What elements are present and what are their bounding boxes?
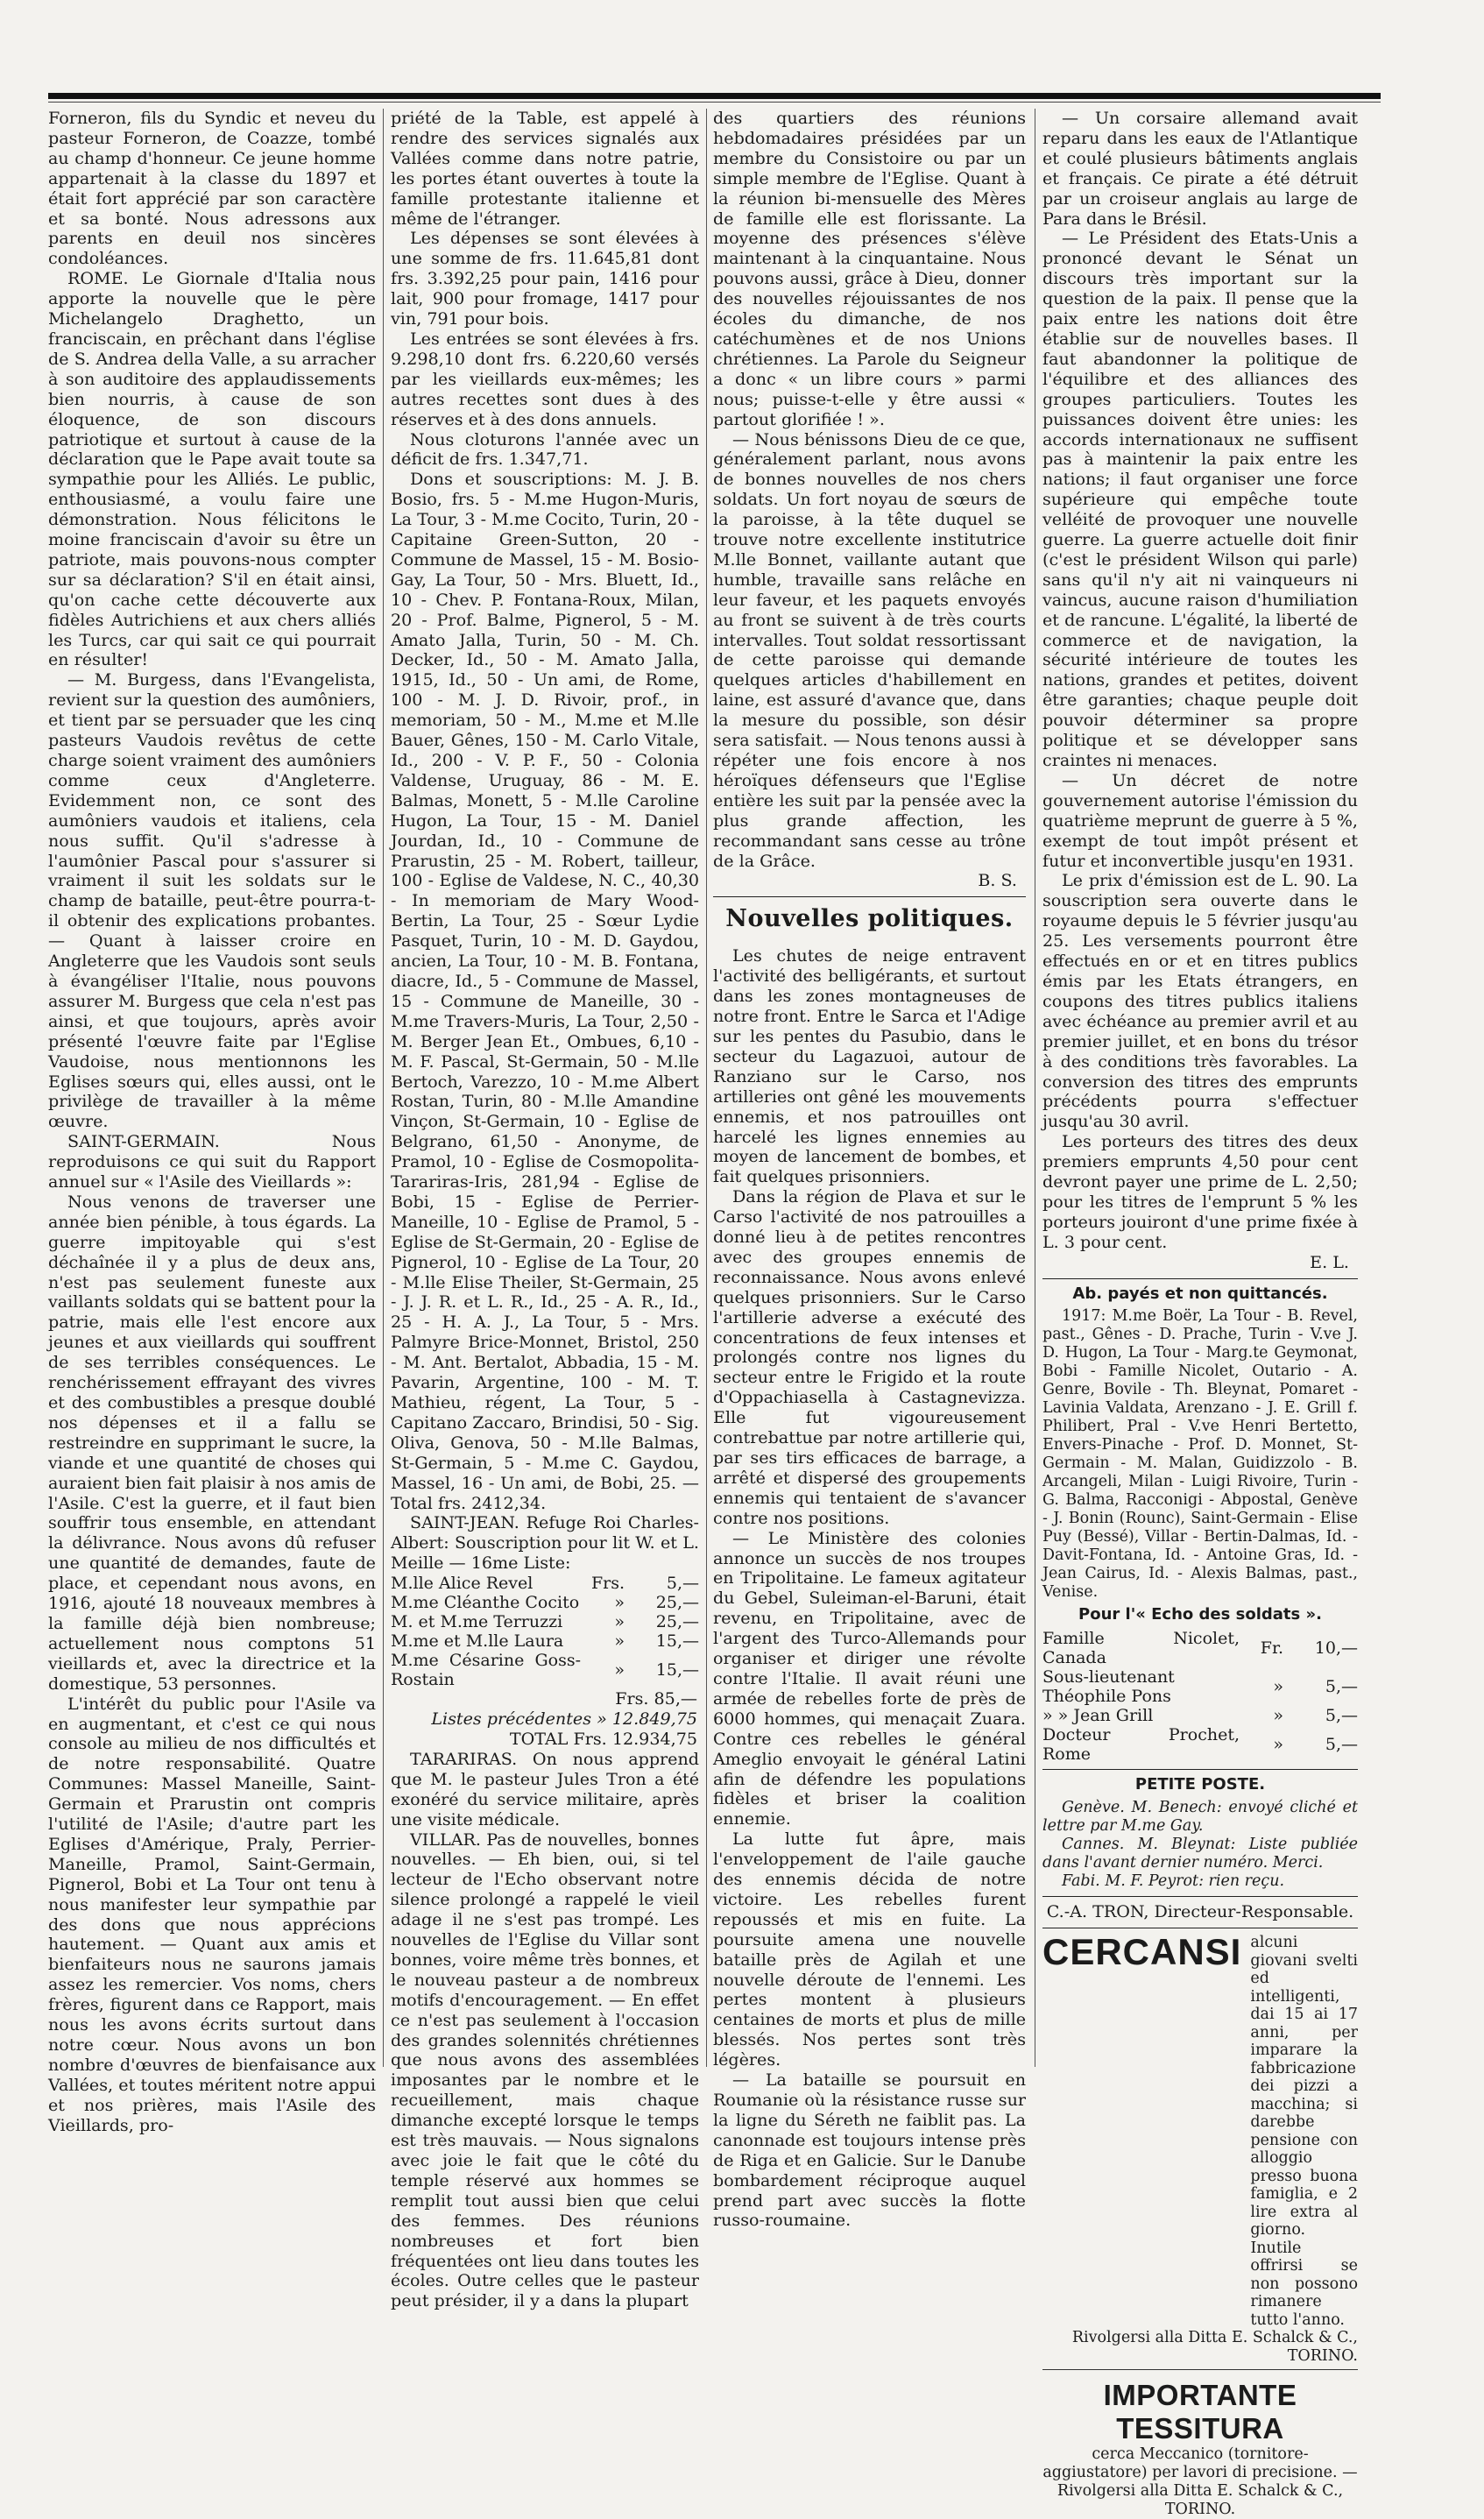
column-3 (713, 108, 1026, 2231)
table-row (391, 1651, 699, 1689)
ad-headline: IMPORTANTE TESSITURA (1103, 2379, 1297, 2445)
table-row (1042, 1629, 1358, 1667)
previous-lists: Listes précédentes » 12.849,75 (431, 1709, 697, 1730)
row-name: Sous-lieutenant Théophile Pons (1042, 1667, 1175, 1707)
column-1 (48, 108, 376, 2135)
row-name: M.me Cléanthe Cocito (391, 1593, 580, 1613)
article-paragraph: — Un décret de notre gouvernement autorise l'émission du quatrième meprunt de guerre à 5 %, exempt de tout impôt présent et futur et inconvertible jusqu'en 1931. (1042, 769, 1358, 871)
row-amount: 10,— (1314, 1638, 1358, 1659)
row-amount: 25,— (655, 1593, 699, 1613)
director-line: C.-A. TRON, Directeur-Responsable. (1046, 1901, 1354, 1922)
article-paragraph: Les dépenses se sont élevées à une somme de frs. 11.645,81 dont frs. 3.392,25 pour pain, 1416 pour lait, 900 pour fromage, 1417 pour vin, 791 pour bois. (391, 228, 699, 329)
ad-contact: Rivolgersi alla Ditta E. Schalck & C., TORINO. (1071, 2329, 1358, 2366)
article-paragraph: L'intérêt du public pour l'Asile va en augmentant, et c'est ce qui nous console au milieu de nos difficultés et de notre responsabilité. Quatre Communes: Massel Maneille, Saint-Germain et Prarustin ont compris l'utilité de l'Asile; d'autre part les Eglises d'Amérique, Praly, Perrier-Maneille, Pramol, Saint-Germain, Pignerol, Bobi et La Tour ont tenu à nous manifester leur sympathie par des dons que nous apprécions hautement. — Quant aux amis et bienfaiteurs nous ne saurons jamais assez les remercier. Vos noms, chers frères, figurent dans ce Rapport, mais nous les avons écrits surtout dans notre cœur. Nous avons un bon nombre d'œuvres de bienfaisance aux Vallées, et toutes méritent notre appui et nos prières, mais l'Asile des Vieillards, pro- (48, 1693, 376, 2135)
poste-item: Genève. M. Benech: envoyé cliché et lettre par M.me Gay. (1042, 1799, 1358, 1836)
table-row (391, 1631, 699, 1651)
donations-list: Dons et souscriptions: M. J. B. Bosio, frs. 5 - M.me Hugon-Muris, La Tour, 3 - M.me Cocito, Turin, 20 - Capitaine Green-Sutton, 20 - Commune de Massel, 15 - M. Bosio-Gay, La Tour, 50 - Mrs. Bluett, Id., 10 - Chev. P. Fontana-Roux, Milan, 20 - Prof. Balme, Pignerol, 5 - M. Amato Jalla, Turin, 50 - M. Ch. Decker, Id., 50 - M. Amato Jalla, 1915, Id., 50 - Un ami, de Rome, 100 - M. J. D. Rivoir, prof., in memoriam, 50 - M., M.me et M.lle Bauer, Gênes, 150 - M. Carlo Vitale, Id., 200 - V. P. F., 50 - Colonia Valdense, Uruguay, 86 - M. E. Balmas, Monett, 5 - M.lle Caroline Hugon, La Tour, 15 - M. Daniel Jourdan, Id., 10 - Commune de Prarustin, 25 - M. Robert, tailleur, 100 - Eglise de Valdese, N. C., 40,30 - In memoriam de Mary Wood-Bertin, La Tour, 25 - Sœur Lydie Pasquet, Turin, 10 - M. D. Gaydou, ancien, La Tour, 10 - M. B. Fontana, diacre, Id., 5 - Commune de Massel, 15 - Commune de Maneille, 30 - M.me Travers-Muris, La Tour, 2,50 - M. Berger Jean Et., Ombues, 6,10 - M. F. Pascal, St-Germain, 50 - M.lle Bertoch, Varezzo, 10 - M.me Albert Rostan, Turin, 80 - M.lle Amandine Vinçon, St-Germain, 10 - Eglise de Belgrano, 61,50 - Anonyme, de Pramol, 10 - Eglise de Cosmopolita-Tarariras-Iris, 281,94 - Eglise de Bobi, 15 - Eglise de Perrier-Maneille, 10 - Eglise de Pramol, 5 - Eglise de St-Germain, 20 - Eglise de Pignerol, 10 - Eglise de La Tour, 20 - M.lle Elise Theiler, St-Germain, 25 - J. J. R. et L. R., Id., 25 - A. R., Id., 25 - H. A. J., La Tour, 5 - Mrs. Palmyre Brice-Monnet, Bristol, 250 - M. Ant. Bertalot, Abbadia, 15 - M. Pavarin, Argentine, 100 - M. T. Mathieu, régent, La Tour, 5 - Capitano Zaccaro, Brindisi, 50 - Sig. Oliva, Genova, 50 - M.lle Balmas, St-Germain, 5 - M.me C. Gaydou, Massel, 16 - Un ami, de Bobi, 25. — Total frs. 2412,34. (391, 469, 699, 1513)
article-paragraph: TARARIRAS. On nous apprend que M. le pasteur Jules Tron a été exonéré du service militaire, après une visite médicale. (391, 1748, 699, 1829)
table-row (1042, 1667, 1358, 1706)
section-divider (1042, 1278, 1358, 1279)
section-divider (1042, 1896, 1358, 1897)
row-currency: Frs. (590, 1574, 625, 1594)
article-paragraph: SAINT-GERMAIN. Nous reproduisons ce qui suit du Rapport annuel sur « l'Asile des Vieillards »: (48, 1131, 376, 1192)
table-row (1042, 1725, 1358, 1764)
article-paragraph: priété de la Table, est appelé à rendre des services signalés aux Vallées comme dans notre patrie, les portes étant ouvertes à toute la famille protestante italienne et même de l'étranger. (391, 108, 699, 229)
section-heading: Nouvelles politiques. (725, 905, 1014, 933)
subscriptions-title: Ab. payés et non quittancés. (1072, 1284, 1328, 1303)
column-divider (383, 109, 384, 2067)
row-currency: » (614, 1631, 625, 1652)
row-currency: » (614, 1612, 625, 1632)
ad-headline: CERCANSI (1042, 1931, 1242, 1973)
echo-table (1042, 1629, 1358, 1764)
row-name: M.me et M.lle Laura (391, 1631, 564, 1652)
signature (713, 871, 1026, 891)
cercansi-ad (1042, 1931, 1358, 2329)
section-divider (713, 896, 1026, 897)
row-amount: 5,— (1325, 1706, 1358, 1726)
row-currency: » (1273, 1677, 1283, 1697)
article-paragraph: ROME. Le Giornale d'Italia nous apporte la nouvelle que le père Michelangelo Draghetto, un franciscain, en prêchant dans l'église de S. Andrea della Valle, a su arracher à son auditoire des applaudissements bien nourris, à cause de son éloquence, de son discours patriotique et surtout à cause de la déclaration que le Pape avait toute sa sympathie pour les Alliés. Le public, enthousiasmé, a voulu faire une démonstration. Nous félicitons le moine franciscain d'avoir su être un patriote, mais pouvons-nous compter sur sa déclaration? S'il en était ainsi, qu'on cache cette découverte aux fidèles Autrichiens et aux chers alliés les Turcs, car qui sait ce qui pourrait en résulter! (48, 268, 376, 670)
row-currency: » (614, 1660, 625, 1681)
article-paragraph: des quartiers des réunions hebdomadaires présidées par un membre du Consistoire ou par un simple membre de l'Eglise. Quant à la réunion bi-mensuelle des Mères de famille elle est florissante. La moyenne des présences s'élève maintenant à la cinquantaine. Nous pouvons aussi, grâce à Dieu, donner des nouvelles réjouissantes de nos écoles du dimanche, de nos catéchumènes et de nos Unions chrétiennes. La Parole du Seigneur a donc « un libre cours » parmi nous; puisse-t-elle y être aussi « partout glorifiée ! ». (713, 108, 1026, 429)
article-paragraph: — Le Président des Etats-Unis a prononcé devant le Sénat un discours très important sur la question de la paix. Il pense que la paix entre les nations doit être établie sur de nouvelles bases. Il faut abandonner la politique de l'équilibre et des alliances des groupes particuliers. Toutes les puissances doivent être unies: les accords internationaux ne suffisent pas à maintenir la paix entre les nations; il faut organiser une force supérieure qui empêche toute velléité de provoquer une nouvelle guerre. La guerre actuelle doit finir (c'est le président Wilson qui parle) sans qu'il n'y ait ni vainqueurs ni vaincus, aucune raison d'humiliation et de rancune. L'égalité, la liberté de commerce et de navigation, la sécurité intérieure de toutes les nations, grandes et petites, doivent être garanties; chaque peuple doit pouvoir déterminer sa propre politique et se développer sans craintes ni menaces. (1042, 228, 1358, 770)
article-paragraph: — Nous bénissons Dieu de ce que, généralement parlant, nous avons de bonnes nouvelles de nos chers soldats. Un fort noyau de sœurs de la paroisse, à la tête duquel se trouve notre excellente institutrice M.lle Bonnet, vaillante autant que humble, travaille sans relâche en leur faveur, et les paquets envoyés au front se suivent à de très courts intervalles. Tout soldat ressortissant de cette paroisse qui demande quelques articles d'habillement en laine, est assuré d'avance que, dans la mesure du possible, son désir sera satisfait. — Nous tenons aussi à répéter une fois encore à nos héroïques défenseurs que l'Eglise entière les suit par la pensée avec la plus grande affection, les recommandant sans cesse au trône de la Grâce. (713, 428, 1026, 871)
row-amount: 15,— (655, 1660, 699, 1681)
section-divider (1042, 2369, 1358, 2370)
article-paragraph: Dans la région de Plava et sur le Carso l'activité de nos patrouilles a donné lieu à de petites rencontres avec des groupes ennemis de reconnaissance. Nous avons enlevé quelques prisonniers. Sur le Carso l'artillerie adverse a exécuté des concentrations de feux intenses et prolongés contre nos lignes du secteur entre le Frigido et la route d'Oppachiasella à Castagnevizza. Elle fut vigoureusement contrebattue par notre artillerie qui, par ses tirs efficaces de barrage, a arrêté et dispersé des groupements ennemis qui tentaient de s'avancer contre nos positions. (713, 1186, 1026, 1528)
column-2 (391, 108, 699, 2311)
section-divider (1042, 1769, 1358, 1770)
grand-total: TOTAL Frs. 12.934,75 (509, 1728, 697, 1749)
row-currency: Fr. (1260, 1638, 1283, 1659)
row-name: M.lle Alice Revel (391, 1574, 534, 1594)
row-amount: 5,— (666, 1574, 699, 1594)
table-row (391, 1612, 699, 1631)
header-rule-thin (48, 102, 1381, 103)
subscriptions-list: 1917: M.me Boër, La Tour - B. Revel, past., Gênes - D. Prache, Turin - V.ve J. D. Hugon, La Tour - Marg.te Geymonat, Bobi - Famille Nicolet, Outario - A. Genre, Bovile - Th. Bleynat, Pomaret - Lavinia Valdata, Arenzano - J. E. Grill f. Philibert, Pral - V.ve Henri Bertetto, Envers-Pinache - Prof. D. Monnet, St-Germain - M. Malan, Guidizzolo - B. Arcangeli, Milan - Luigi Rivoire, Turin - G. Balma, Racconigi - Abpostal, Genève - J. Bonin (Rounc), Saint-Germain - Elise Puy (Bessé), Villar - Bertin-Dalmas, Id. - Davit-Fontana, Id. - Antoine Gras, Id. - Jean Cairus, Id. - Alexis Balmas, past., Venise. (1042, 1307, 1358, 1602)
article-paragraph: — La bataille se poursuit en Roumanie où la résistance russe sur la ligne du Séreth ne faiblit pas. La canonnade est toujours intense près de Riga et en Galicie. Sur le Danube bombardement réciproque auquel prend part avec succès la flotte russo-roumaine. (713, 2070, 1026, 2231)
subtotal: Frs. 85,— (615, 1688, 697, 1709)
signature-text: E. L. (1310, 1251, 1349, 1272)
article-paragraph: Forneron, fils du Syndic et neveu du pasteur Forneron, de Coazze, tombé au champ d'honneur. Ce jeune homme appartenait à la classe du 1897 et était fort apprécié par son caractère et sa bonté. Nous adressons aux parents en deuil nos sincères condoléances. (48, 108, 376, 269)
article-paragraph: Le prix d'émission est de L. 90. La souscription sera ouverte dans le royaume depuis le 5 février jusqu'au 25. Les versements pourront être effectués en or et en titres publics émis par les Etats étrangers, en coupons des titres publics italiens avec échéance au premier avril et au premier juillet, et en bons du trésor à des conditions très favorables. La conversion des titres des emprunts précédents pourra s'effectuer jusqu'au 30 avril. (1042, 870, 1358, 1132)
row-currency: » (1273, 1735, 1283, 1755)
row-name: M.me Césarine Goss-Rostain (391, 1651, 581, 1690)
article-paragraph: Nous cloturons l'année avec un déficit de frs. 1.347,71. (391, 428, 699, 470)
row-currency: » (1273, 1706, 1283, 1726)
article-paragraph: — M. Burgess, dans l'Evangelista, revient sur la question des aumôniers, et tient par se persuader que les cinq pasteurs Vaudois revêtus de cette charge soient vraiment des aumôniers comme ceux d'Angleterre. Evidemment non, ce sont des aumôniers vaudois et italiens, cela nous suffit. Qu'il s'adresse à l'aumônier Pascal pour s'assurer si vraiment il suit les soldats sur le champ de bataille, peut-être pourra-t-il obtenir des explications probantes. — Quant à laisser croire en Angleterre que les Vaudois sont seuls à évangéliser l'Italie, nous pouvons assurer M. Burgess que cela n'est pas ainsi, et que toujours, après avoir présenté l'œuvre faite par l'Eglise Vaudoise, nous mentionnons les Eglises sœurs qui, elles aussi, ont le privilège de travailler à la même œuvre. (48, 669, 376, 1132)
signature (1042, 1253, 1358, 1273)
ad-text: alcuni giovani svelti ed intelligenti, dai 15 ai 17 anni, per imparare la fabbricazione dei pizzi a macchina; si darebbe pensione con alloggio presso buona famiglia, e 2 lire extra al giorno. Inutile offrirsi se non possono rimanere tutto l'anno. (1250, 1934, 1358, 2329)
poste-item: Fabi. M. F. Peyrot: rien reçu. (1062, 1872, 1285, 1891)
row-name: » » Jean Grill (1042, 1706, 1154, 1726)
row-name: M. et M.me Terruzzi (391, 1612, 563, 1632)
article-paragraph: — Un corsaire allemand avait reparu dans les eaux de l'Atlantique et coulé plusieurs bâtiments anglais et français. Ce pirate a été détruit par un croiseur anglais au large de Para dans le Brésil. (1042, 108, 1358, 229)
row-name: Docteur Prochet, Rome (1042, 1725, 1240, 1765)
article-paragraph: Nous venons de traverser une année bien pénible, à tous égards. La guerre impitoyable qui s'est déchaînée il y a plus de deux ans, n'est pas seulement funeste aux vaillants soldats qui se battent pour la patrie, mais elle l'est encore aux jeunes et aux vieillards qui souffrent de ses terribles conséquences. Le renchérissement effrayant des vivres et des combustibles a presque doublé nos dépenses et il a fallu se restreindre en supprimant le sucre, la viande et une quantité de choses qui auraient bien fait plaisir à nos amis de l'Asile. C'est la guerre, et il faut bien souffrir tous ensemble, en attendant la délivrance. Nous avons dû refuser une quantité de demandes, faute de place, et cependant nous avons, en 1916, ajouté 18 nouveaux membres à la famille déjà bien nombreuse; actuellement nous comptons 51 vieillards et, avec la directrice et la domestique, 53 personnes. (48, 1191, 376, 1694)
article-paragraph: SAINT-JEAN. Refuge Roi Charles-Albert: Souscription pour lit W. et L. Meille — 16me Liste: (391, 1512, 699, 1574)
table-row (1042, 1706, 1358, 1725)
column-4 (1042, 108, 1358, 2519)
row-amount: 25,— (655, 1612, 699, 1632)
row-amount: 5,— (1325, 1677, 1358, 1697)
article-paragraph: — Le Ministère des colonies annonce un succès de nos troupes en Tripolitaine. Le fameux agitateur du Gebel, Suleiman-el-Baruni, était revenu, en Tripolitaine, avec de l'argent des Turco-Allemands pour organiser et diriger une révolte contre l'Italie. Il avait réuni une armée de rebelles forte de près de 6000 hommes, qui menaçait Zuara. Contre ces rebelles le général Ameglio envoyait le général Latini afin de défendre les populations fidèles et briser la coalition ennemie. (713, 1527, 1026, 1829)
poste-title: PETITE POSTE. (1134, 1775, 1266, 1794)
column-divider (706, 109, 707, 2067)
row-amount: 15,— (655, 1631, 699, 1652)
ad-text: cerca Meccanico (tornitore-aggiustatore) per lavori di precisione. — Rivolgersi alla Ditta E. Schalck & C., TORINO. (1042, 2445, 1358, 2519)
article-paragraph: Les chutes de neige entravent l'activité des belligérants, et surtout dans les zones montagneuses de notre front. Entre le Sarca et l'Adige sur les pentes du Pasubio, dans le secteur du Lagazuoi, autour de Ranziano sur le Carso, nos artilleries ont gêné les mouvements ennemis, et nos patrouilles ont harcelé les lignes ennemies au moyen de lancement de bombes, et fait quelques prisonniers. (713, 945, 1026, 1187)
article-paragraph: Les entrées se sont élevées à frs. 9.298,10 dont frs. 6.220,60 versés par les vieillards eux-mêmes; les autres recettes sont dues à des réserves et à des dons annuels. (391, 328, 699, 429)
signature-text: B. S. (978, 870, 1017, 891)
article-paragraph: VILLAR. Pas de nouvelles, bonnes nouvelles. — Eh bien, oui, si tel lecteur de l'Echo observant notre silence prolongé a rappelé le vieil adage il ne s'est pas trompé. Les nouvelles de l'Eglise du Villar sont bonnes, voire même très bonnes, et le nouveau pasteur a de nombreux motifs d'encouragement. — En effet ce n'est pas seulement à l'occasion des grandes solennités chrétiennes que nous avons des assemblées imposantes par le nombre et le recueillement, mais chaque dimanche excepté lorsque le temps est très mauvais. — Nous signalons avec joie le fait que le côté du temple réservé aux hommes se remplit tout aussi bien que celui des femmes. Des réunions nombreuses et fort bien fréquentées ont lieu dans toutes les écoles. Outre celles que le pasteur peut présider, il y a dans la plupart (391, 1829, 699, 2311)
echo-title: Pour l'« Echo des soldats ». (1078, 1605, 1322, 1624)
article-paragraph: La lutte fut âpre, mais l'enveloppement de l'aile gauche des ennemis décida de notre victoire. Les rebelles furent repoussés et mis en fuite. La poursuite amena une nouvelle bataille près de Agilah et une nouvelle déroute de l'ennemi. Les pertes montent à plusieurs centaines de morts et plus de mille blessés. Nos pertes sont très légères. (713, 1829, 1026, 2070)
row-name: Famille Nicolet, Canada (1042, 1629, 1240, 1668)
row-amount: 5,— (1325, 1735, 1358, 1755)
table-row (391, 1593, 699, 1612)
article-paragraph: Les porteurs des titres des deux premiers emprunts 4,50 pour cent devront payer une prime de L. 2,50; pour les titres de l'emprunt 5 % les porteurs jouiront d'une prime fixée à L. 3 pour cent. (1042, 1131, 1358, 1252)
header-rule (48, 93, 1381, 99)
poste-item: Cannes. M. Bleynat: Liste publiée dans l'avant dernier numéro. Merci. (1042, 1836, 1358, 1872)
row-currency: » (614, 1593, 625, 1613)
subscription-table (391, 1574, 699, 1689)
table-row (391, 1574, 699, 1593)
